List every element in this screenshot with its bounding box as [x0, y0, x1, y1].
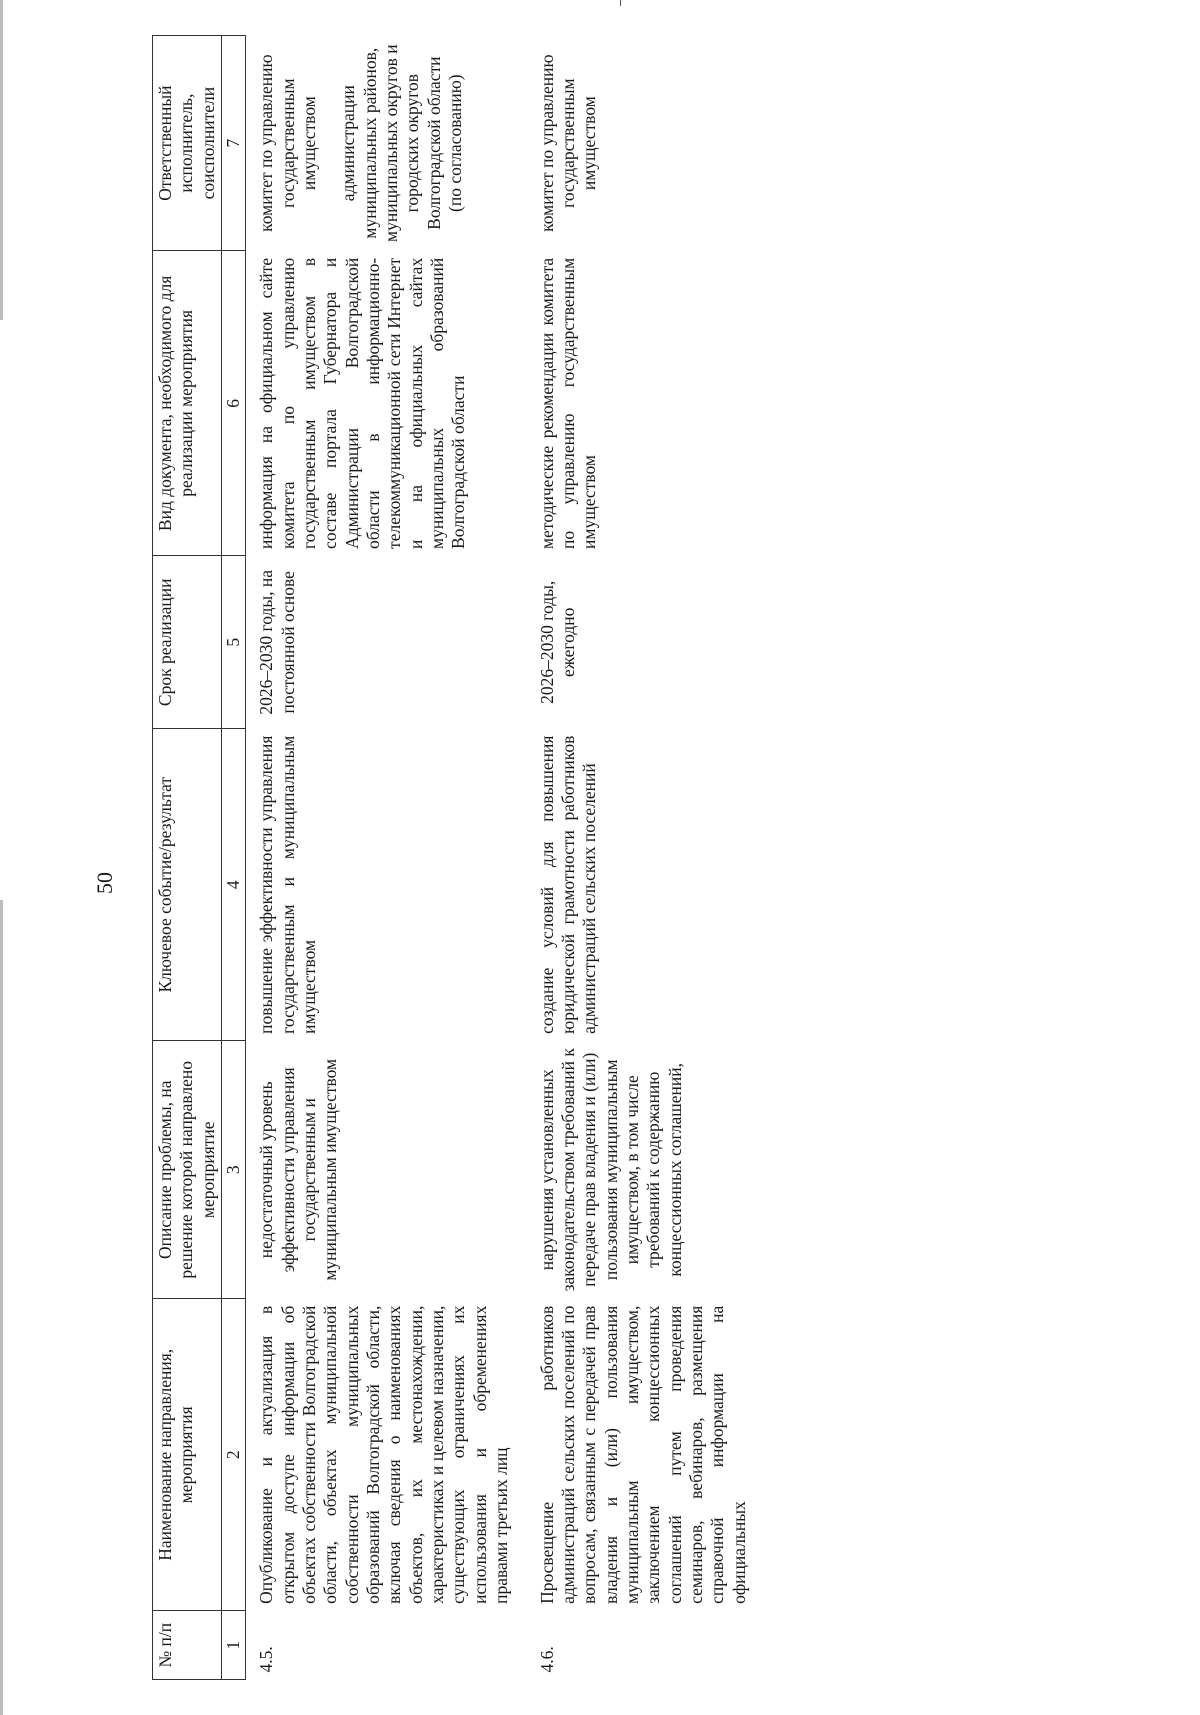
problem-description: нарушения установленных законодательством требований к передаче прав владения и (или) пользования муниципальным имуществом, в том числе требований к содержанию концессионных соглашений, [536, 1048, 685, 1292]
co-executors: администрации муниципальных районов, муниципальных округов и городских округов Волгоградской области (по согласованию) [338, 44, 466, 242]
key-result: создание условий для повышения юридической грамотности работников администраций сельских поселений [536, 735, 600, 1034]
column-number: 3 [222, 1041, 246, 1299]
column-number: 1 [222, 1611, 246, 1680]
header-problem: Описание проблемы, на решение которой направлено мероприятие [153, 1041, 222, 1299]
implementation-term: 2026–2030 годы, ежегодно [536, 580, 578, 704]
table-row [246, 36, 527, 1680]
column-number: 2 [222, 1299, 246, 1611]
header-document: Вид документа, необходимого для реализации мероприятия [153, 251, 222, 556]
spacer [320, 43, 338, 244]
page-number: 50 [92, 872, 117, 894]
implementation-term: 2026–2030 годы, на постоянной основе [256, 569, 298, 715]
header-row [153, 36, 222, 1680]
scan-edge-bottom [0, 900, 3, 1715]
header-num: № п/п [153, 1611, 222, 1680]
header-result: Ключевое событие/результат [153, 729, 222, 1041]
measures-table [152, 35, 764, 1680]
column-number: 6 [222, 251, 246, 556]
scan-edge-mark [620, 0, 621, 6]
row-number: 4.5. [256, 1646, 277, 1673]
responsible-cell [246, 36, 527, 251]
column-number-row [222, 36, 246, 1680]
responsible-executor: комитет по управлению государственным имуществом [536, 54, 600, 232]
row-number: 4.6. [536, 1646, 557, 1673]
measure-name: Опубликование и актуализация в открытом доступе информации об объектах собственности Волгоградской области, объектах муниципальной собственности муниципальных образований Волгоградской области, включая сведения о наименованиях объектов, их местонахождении, характеристиках и целевом назначении, существующих ограничениях их использования и обременениях правами третьих лиц [256, 1305, 512, 1604]
measure-name: Просвещение работников администраций сельских поселений по вопросам, связанным с передачей прав владения и (или) пользования муниципальным имуществом, заключением концессионных соглашений путем проведения семинаров, вебинаров, размещения справочной информации на официальных [536, 1305, 749, 1604]
column-number: 7 [222, 36, 246, 251]
column-number: 4 [222, 729, 246, 1041]
document-type: методические рекомендации комитета по управлению государственным имуществом [536, 257, 600, 549]
table-header [153, 36, 246, 1680]
scan-edge-top [0, 0, 3, 320]
responsible-executor: комитет по управлению государственным имуществом [256, 54, 320, 232]
problem-description: недостаточный уровень эффективности управления государственным и муниципальным имуществом [256, 1058, 341, 1281]
header-name: Наименование направления, мероприятия [153, 1299, 222, 1611]
key-result: повышение эффективности управления государственным и муниципальным имуществом [256, 735, 320, 1034]
responsible-cell [527, 36, 764, 251]
column-number: 5 [222, 556, 246, 729]
table-row [527, 36, 764, 1680]
rotated-page-content [152, 35, 1162, 1680]
header-term: Срок реализации [153, 556, 222, 729]
document-type: информация на официальном сайте комитета по управлению государственным имуществом в составе портала Губернатора и Администрации Волгоградской области в информационно-телекоммуникационной сети Интернет и на официальных сайтах муниципальных образований Волгоградской области [256, 257, 469, 549]
header-responsible: Ответственный исполнитель, соисполнители [153, 36, 222, 251]
table-body [246, 36, 764, 1680]
